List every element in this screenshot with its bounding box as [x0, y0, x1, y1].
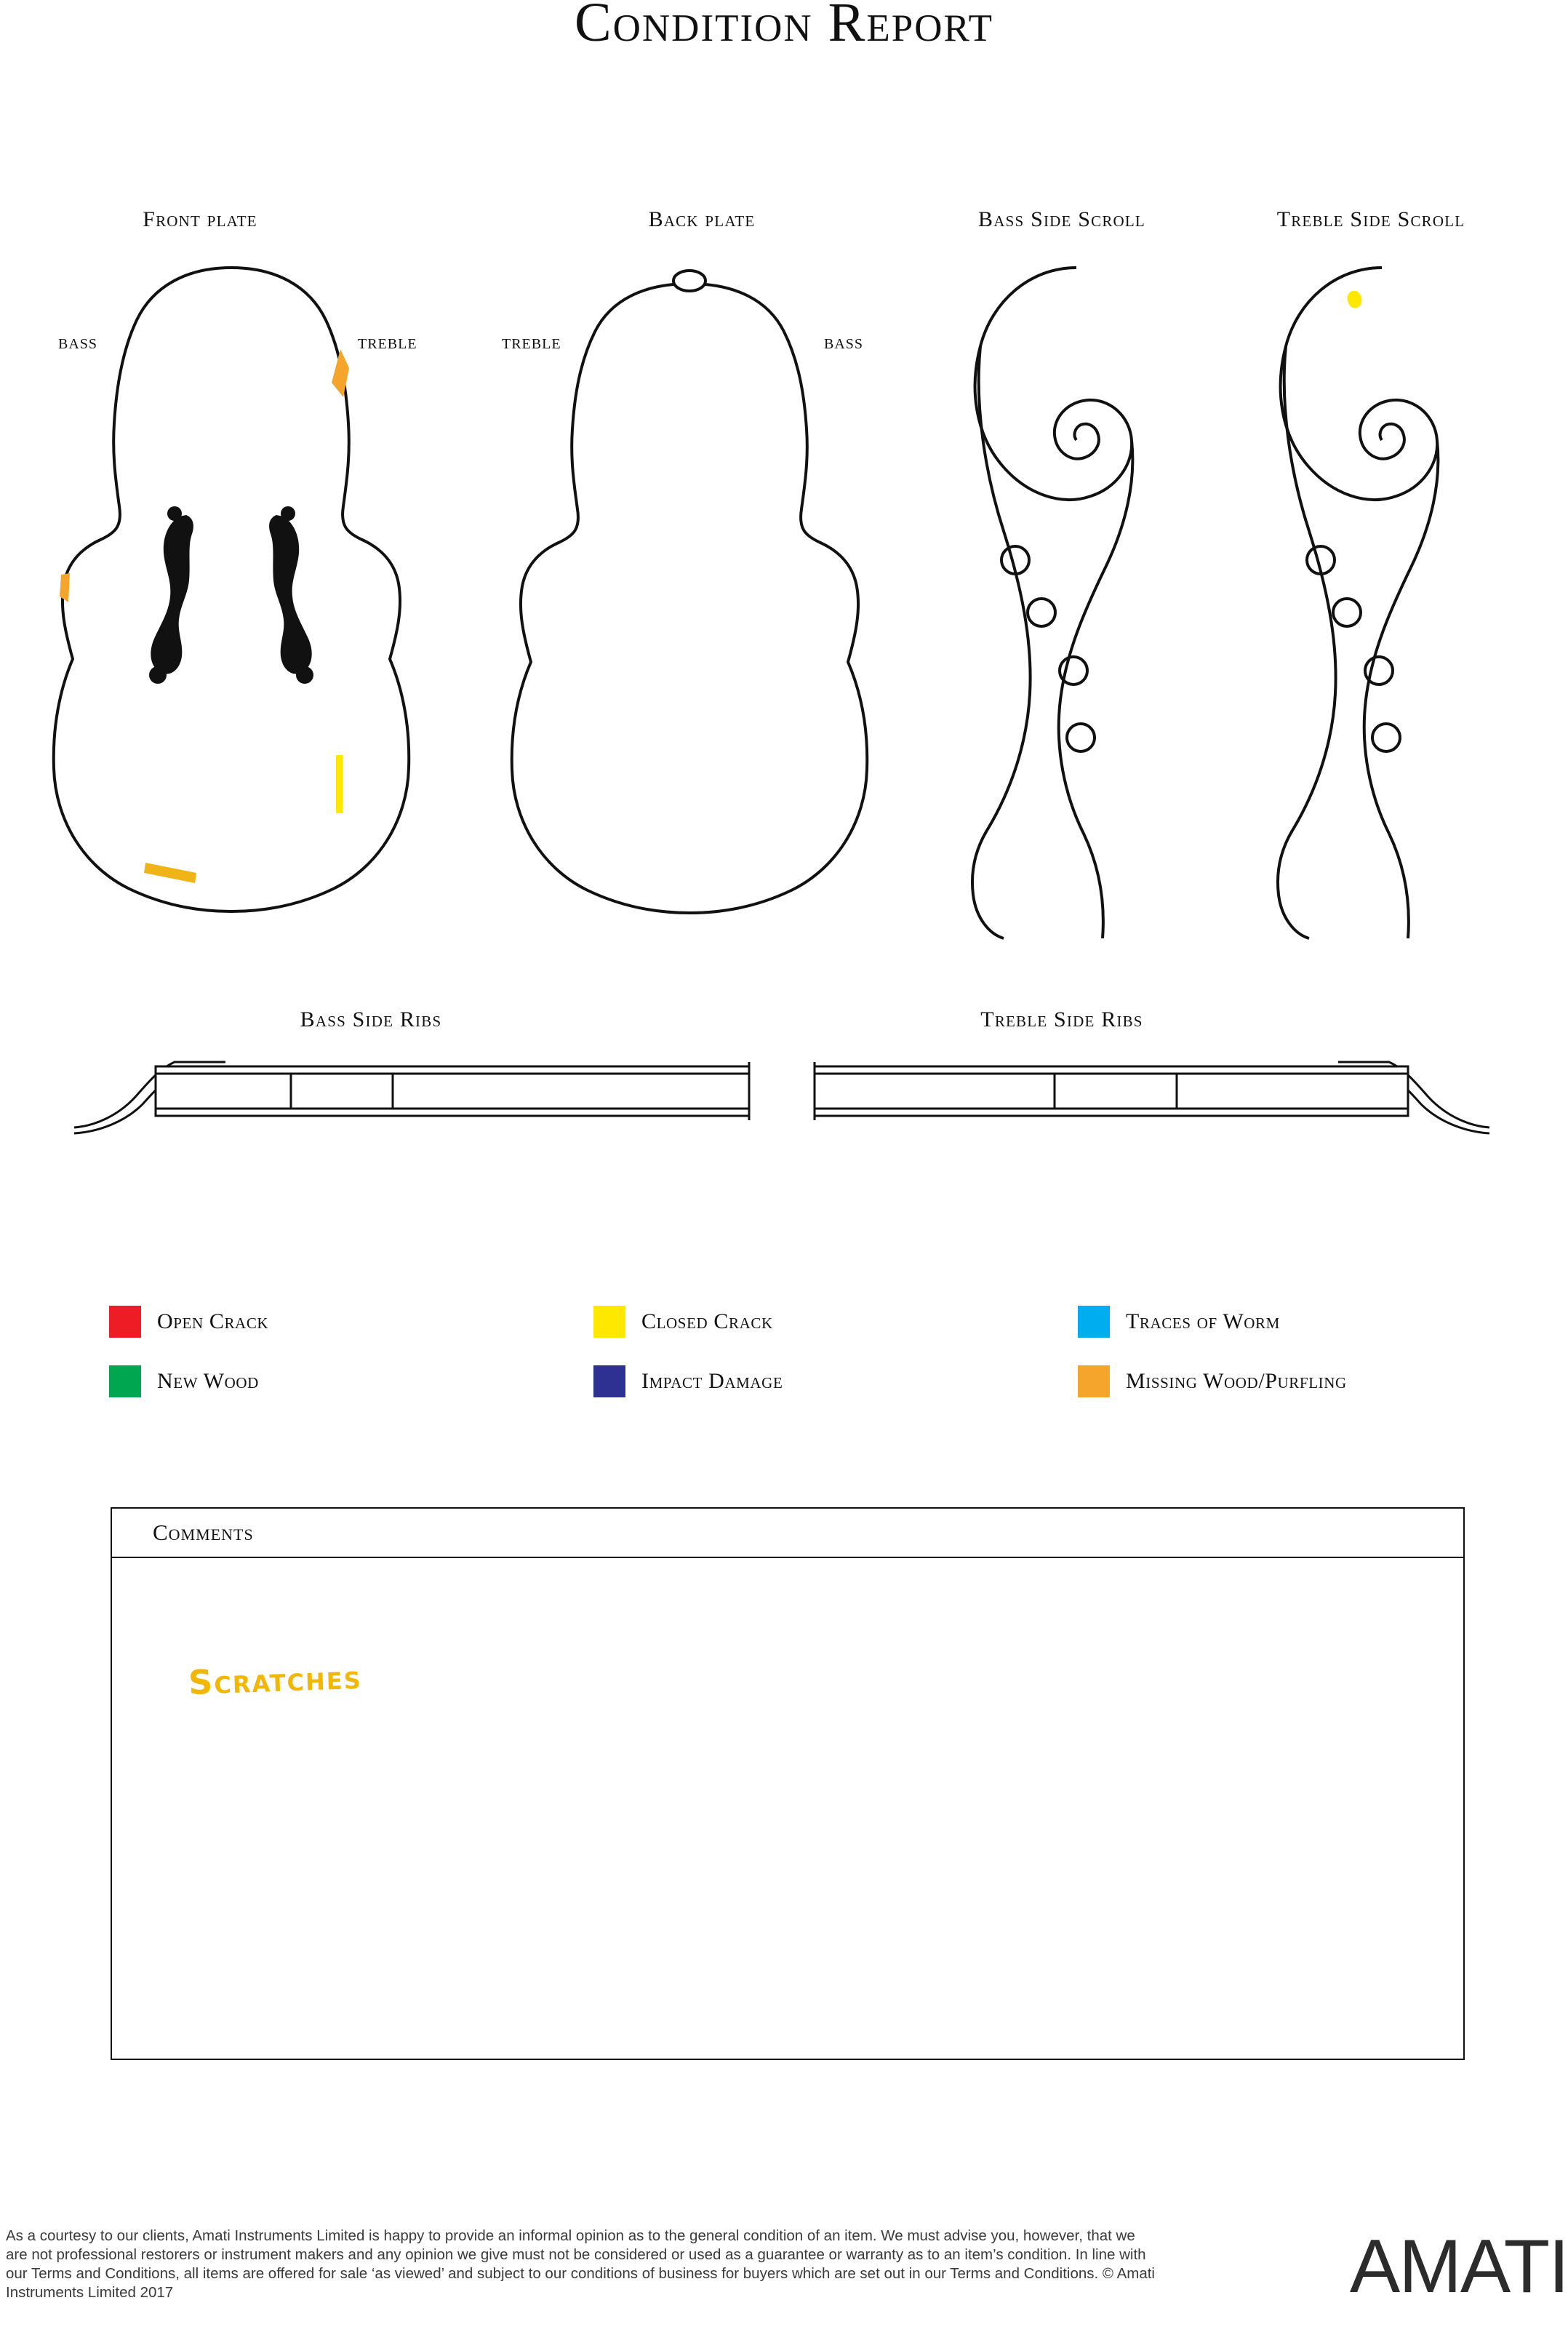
- comments-header: [112, 1509, 1463, 1558]
- legend-swatch-open-crack: [109, 1306, 141, 1338]
- legend-item-impact-damage: [593, 1365, 1078, 1397]
- disclaimer-text: As a courtesy to our clients, Amati Instruments Limited is happy to provide an informal opinion as to the general condition of an item. We must advise you, however, that we are not professional restorers or instrument makers and any opinion we give must not be considered or used as a guarantee or warranty as to an item’s condition. In line with our Terms and Conditions, all items are offered for sale ‘as viewed’ and subject to our conditions of business for buyers which are set out in our Terms and Conditions. © Amati Instruments Limited 2017: [6, 2227, 1155, 2301]
- caption-treble-side-ribs: Treble Side Ribs: [980, 1007, 1143, 1031]
- legend-swatch-impact-damage: [593, 1365, 625, 1397]
- page-title: Condition Report: [574, 0, 994, 53]
- back-plate-diagram: [502, 255, 880, 946]
- front-plate-bass-label: BASS: [58, 336, 98, 352]
- front-plate-diagram: [44, 255, 422, 946]
- legend-item-traces-of-worm: [1078, 1306, 1280, 1338]
- comments-box[interactable]: [111, 1507, 1465, 2060]
- comments-value: Scratches: [188, 1656, 363, 1703]
- legend-swatch-closed-crack: [593, 1306, 625, 1338]
- amati-logo: AMATI: [1349, 2224, 1568, 2309]
- caption-front-plate: Front plate: [143, 207, 257, 231]
- legend: [109, 1306, 1476, 1425]
- caption-back-plate: Back plate: [648, 207, 756, 231]
- front-plate-treble-label: TREBLE: [358, 336, 417, 352]
- legend-item-closed-crack: [593, 1306, 1078, 1338]
- bass-side-ribs-diagram: [73, 1040, 771, 1135]
- comments-title: Comments: [153, 1520, 254, 1545]
- caption-bass-side-scroll: Bass Side Scroll: [978, 207, 1145, 231]
- legend-swatch-new-wood: [109, 1365, 141, 1397]
- treble-side-scroll-diagram: [1265, 255, 1498, 946]
- legend-item-missing-wood-purfling: [1078, 1365, 1347, 1397]
- mark-closed-crack-scroll-top: [1348, 291, 1362, 308]
- caption-treble-side-scroll: Treble Side Scroll: [1276, 207, 1465, 231]
- legend-label-traces-of-worm: Traces of Worm: [1126, 1309, 1280, 1333]
- legend-label-missing-wood-purfling: Missing Wood/Purfling: [1126, 1369, 1347, 1393]
- legend-label-new-wood: New Wood: [157, 1369, 259, 1393]
- legend-label-open-crack: Open Crack: [157, 1309, 269, 1333]
- caption-bass-side-ribs: Bass Side Ribs: [300, 1007, 442, 1031]
- back-plate-treble-label: TREBLE: [502, 336, 561, 352]
- legend-label-closed-crack: Closed Crack: [641, 1309, 773, 1333]
- legend-row-1: [109, 1306, 1476, 1338]
- back-plate-bass-label: BASS: [824, 336, 864, 352]
- legend-swatch-traces-of-worm: [1078, 1306, 1110, 1338]
- treble-side-ribs-diagram: [793, 1040, 1491, 1135]
- legend-item-open-crack: [109, 1306, 593, 1338]
- footer: [0, 2219, 1568, 2314]
- mark-closed-crack-lower-treble-bout: [336, 755, 343, 813]
- legend-label-impact-damage: Impact Damage: [641, 1369, 783, 1393]
- legend-row-2: [109, 1365, 1476, 1397]
- legend-item-new-wood: [109, 1365, 593, 1397]
- comments-field[interactable]: [112, 1558, 1463, 2060]
- bass-side-scroll-diagram: [960, 255, 1193, 946]
- legend-swatch-missing-wood-purfling: [1078, 1365, 1110, 1397]
